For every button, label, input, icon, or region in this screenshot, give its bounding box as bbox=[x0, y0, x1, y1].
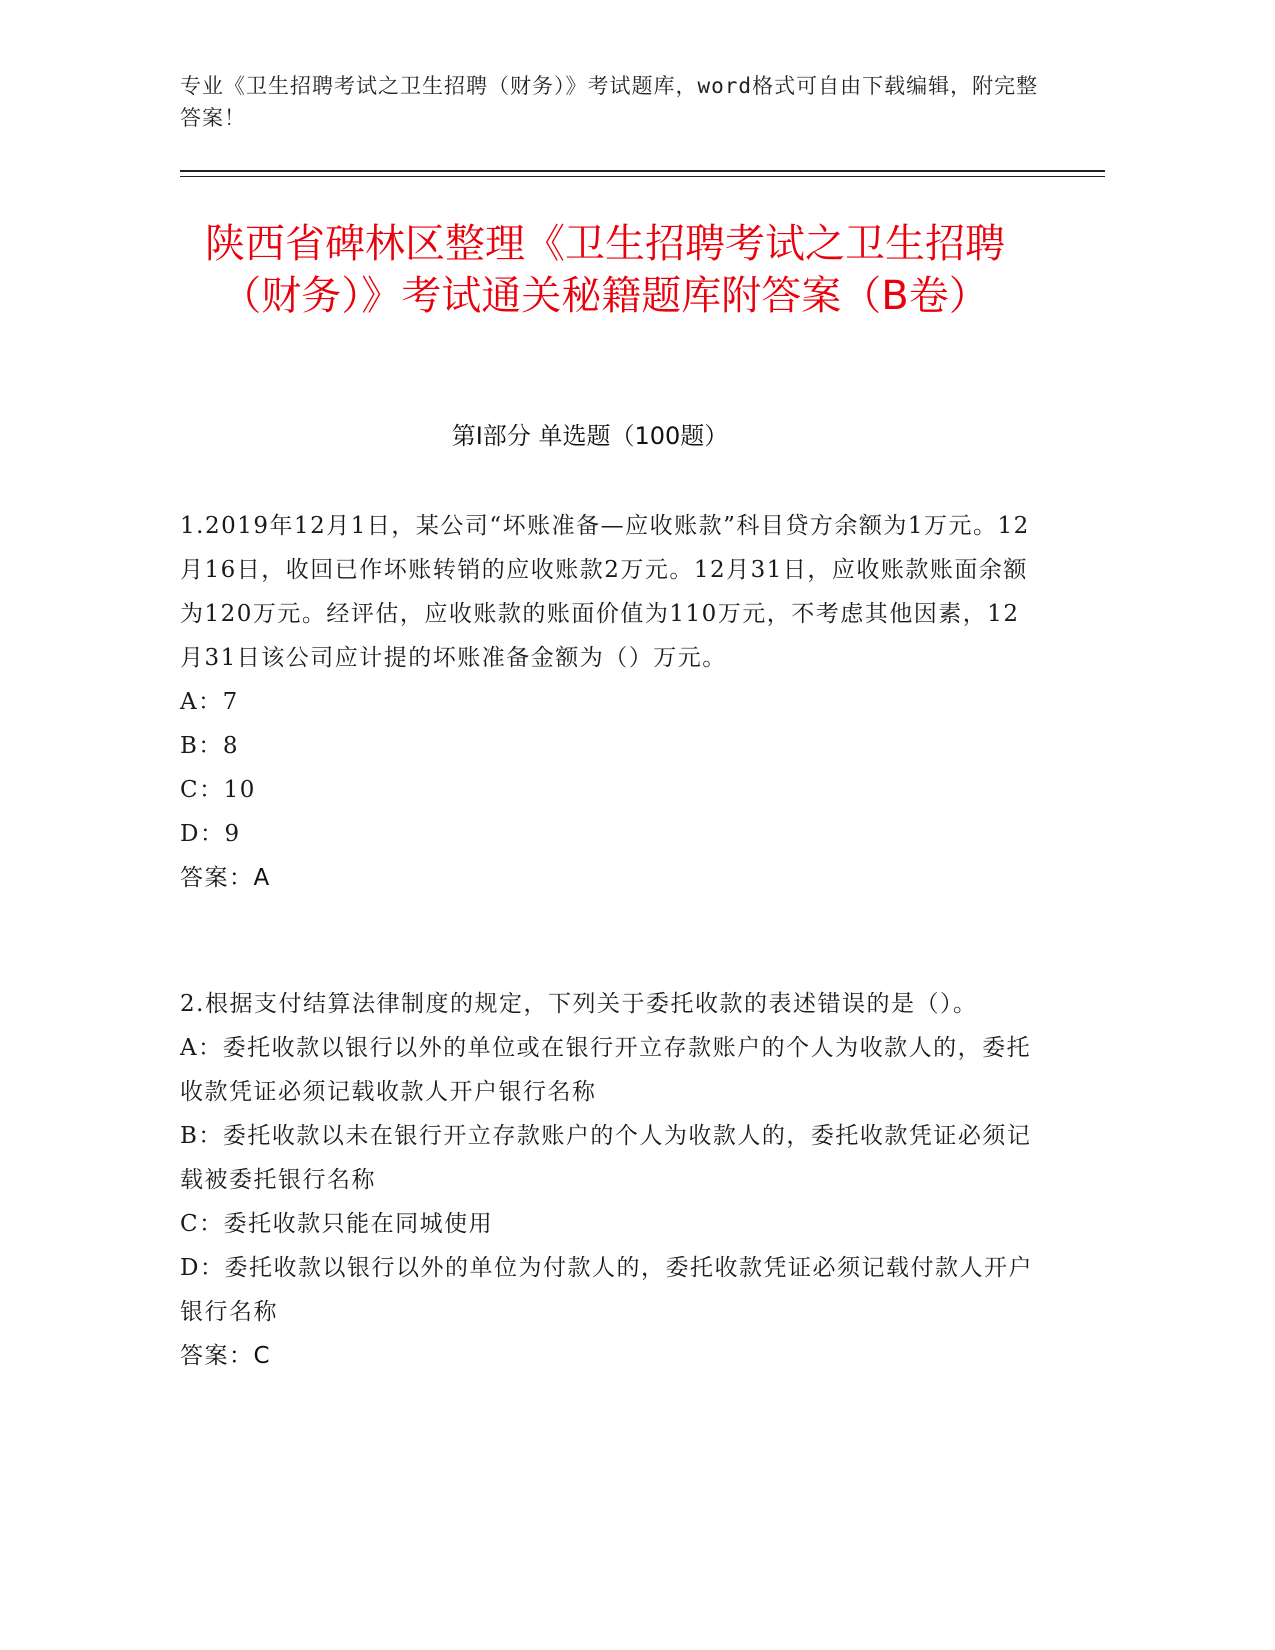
question-2 bbox=[180, 982, 1040, 1378]
question-1 bbox=[180, 504, 1040, 900]
section-heading: 第I部分 单选题（100题） bbox=[451, 422, 729, 450]
option-b: B：委托收款以未在银行开立存款账户的个人为收款人的，委托收款凭证必须记载被委托银行名称 bbox=[180, 1123, 1032, 1193]
option-a: A：委托收款以银行以外的单位或在银行开立存款账户的个人为收款人的，委托收款凭证必须记载收款人开户银行名称 bbox=[180, 1035, 1032, 1105]
question-stem: 1.2019年12月1日，某公司“坏账准备—应收账款”科目贷方余额为1万元。12月16日，收回已作坏账转销的应收账款2万元。12月31日，应收账款账面余额为120万元。经评估，应收账款的账面价值为110万元，不考虑其他因素，12月31日该公司应计提的坏账准备金额为（）万元。 bbox=[180, 513, 1030, 671]
document-title: 陕西省碑林区整理《卫生招聘考试之卫生招聘（财务）》考试通关秘籍题库附答案（B卷） bbox=[205, 221, 1005, 319]
option-b: B：8 bbox=[180, 733, 240, 759]
option-c: C：10 bbox=[180, 777, 256, 803]
answer: 答案：C bbox=[180, 1343, 272, 1369]
answer: 答案：A bbox=[180, 865, 271, 891]
option-a: A：7 bbox=[180, 689, 239, 715]
header-note: 专业《卫生招聘考试之卫生招聘（财务）》考试题库，word格式可自由下载编辑，附完整答案！ bbox=[180, 74, 1039, 130]
option-c: C：委托收款只能在同城使用 bbox=[180, 1211, 494, 1237]
question-stem: 2.根据支付结算法律制度的规定，下列关于委托收款的表述错误的是（）。 bbox=[180, 991, 978, 1017]
header-divider-thin bbox=[180, 176, 1105, 177]
option-d: D：委托收款以银行以外的单位为付款人的，委托收款凭证必须记载付款人开户银行名称 bbox=[180, 1255, 1033, 1325]
option-d: D：9 bbox=[180, 821, 241, 847]
header-divider-thick bbox=[180, 170, 1105, 172]
